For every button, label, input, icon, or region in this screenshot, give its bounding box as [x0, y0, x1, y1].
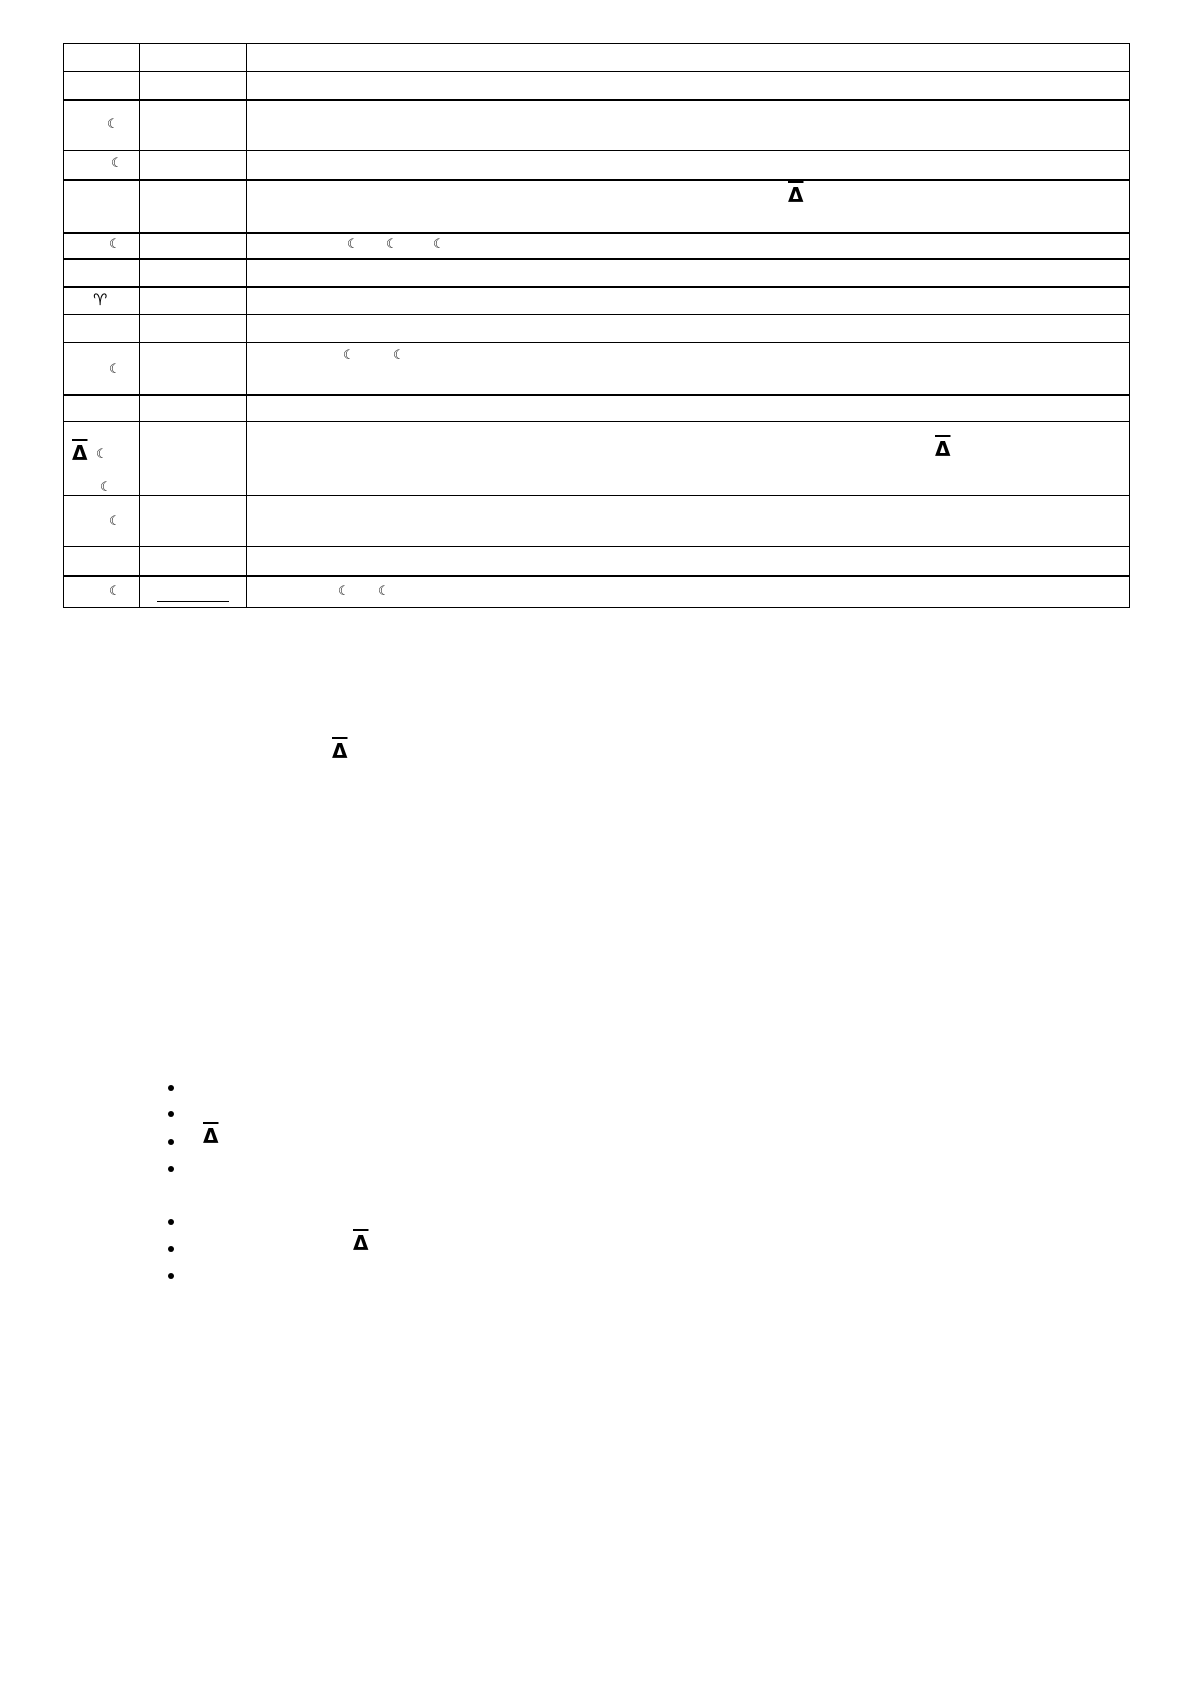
- moon-symbol: ☾: [386, 237, 398, 252]
- list-bullet: [168, 1139, 174, 1145]
- table-row-line: [63, 314, 1130, 315]
- moon-symbol: ☾: [433, 237, 445, 252]
- table-row-line: [63, 232, 1130, 234]
- moon-symbol: ☾: [338, 584, 350, 599]
- table-column-divider-1: [139, 43, 140, 608]
- table-row-line: [63, 71, 1130, 72]
- moon-symbol: ☾: [109, 237, 121, 252]
- delta-bar-symbol: $\overline{\Delta}$: [203, 1124, 219, 1148]
- list-bullet: [168, 1166, 174, 1172]
- table-border-right: [1129, 43, 1130, 608]
- table-row-line: [63, 575, 1130, 577]
- delta-bar-symbol: $\overline{\Delta}$: [788, 183, 804, 207]
- table-border-left: [63, 43, 64, 608]
- list-bullet: [168, 1111, 174, 1117]
- table-row-line: [63, 342, 1130, 343]
- moon-symbol: ☾: [393, 348, 405, 363]
- list-bullet: [168, 1219, 174, 1225]
- moon-symbol: ☾: [100, 480, 112, 495]
- table-row-line: [63, 286, 1130, 288]
- moon-symbol: ☾: [111, 156, 123, 171]
- table-column-divider-2: [246, 43, 247, 608]
- table-row-line: [63, 99, 1130, 101]
- moon-symbol: ☾: [343, 348, 355, 363]
- table-row-line: [63, 546, 1130, 547]
- moon-symbol: ☾: [347, 237, 359, 252]
- table-row-line: [63, 421, 1130, 422]
- moon-symbol: ☾: [109, 514, 121, 529]
- moon-symbol: ☾: [96, 447, 108, 462]
- table-row-line: [63, 394, 1130, 396]
- delta-bar-symbol: $\overline{\Delta}$: [353, 1231, 369, 1255]
- list-bullet: [168, 1085, 174, 1091]
- table-row-line: [63, 495, 1130, 496]
- delta-bar-symbol: $\overline{\Delta}$: [935, 437, 951, 461]
- blank-underline: [157, 601, 229, 602]
- aries-symbol: ♈: [93, 290, 108, 309]
- delta-bar-symbol: $\overline{\Delta}$: [332, 739, 348, 763]
- table-row-line: [63, 258, 1130, 260]
- moon-symbol: ☾: [107, 117, 119, 132]
- symbol-table: [63, 43, 1130, 608]
- list-bullet: [168, 1273, 174, 1279]
- table-row-line: [63, 179, 1130, 181]
- moon-symbol: ☾: [109, 362, 121, 377]
- moon-symbol: ☾: [109, 584, 121, 599]
- table-row-line: [63, 43, 1130, 44]
- delta-bar-symbol: $\overline{\Delta}$: [72, 441, 88, 465]
- moon-symbol: ☾: [378, 584, 390, 599]
- list-bullet: [168, 1246, 174, 1252]
- table-row-line: [63, 607, 1130, 608]
- table-row-line: [63, 150, 1130, 151]
